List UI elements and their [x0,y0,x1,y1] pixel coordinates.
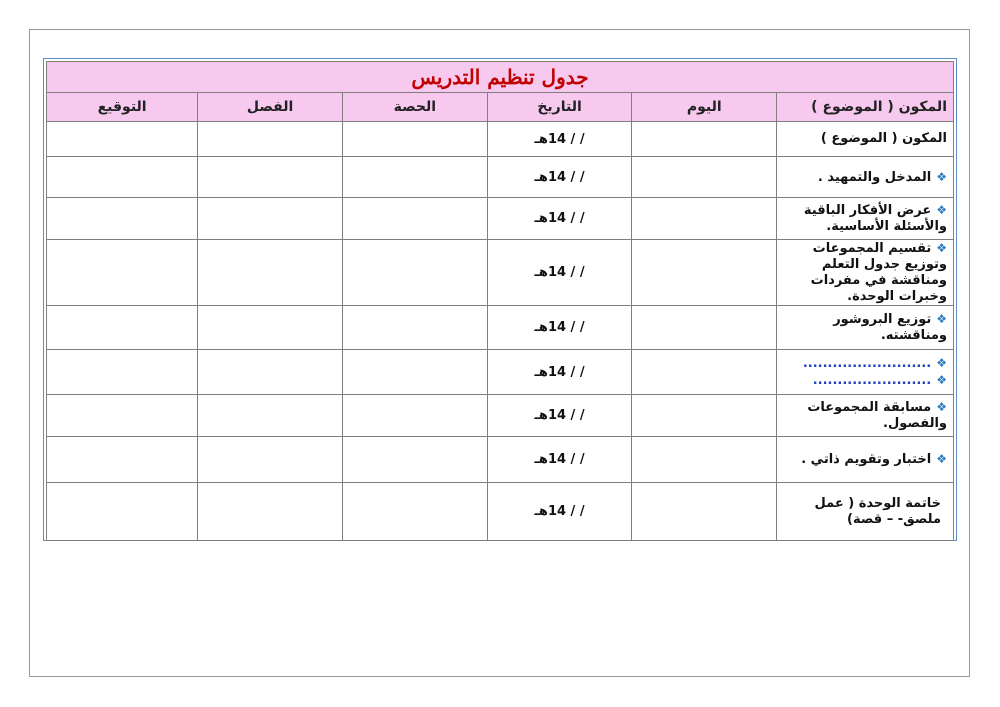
diamond-bullet-icon: ❖ [936,373,947,387]
date-cell: / / 14هـ [487,483,632,541]
signature-cell[interactable] [47,395,198,437]
period-cell[interactable] [342,198,487,240]
period-cell[interactable] [342,483,487,541]
date-cell: / / 14هـ [487,437,632,483]
day-cell[interactable] [632,122,777,157]
diamond-bullet-icon: ❖ [936,452,947,466]
date-cell: / / 14هـ [487,350,632,395]
header-period: الحصة [342,93,487,122]
topic-text: المدخل والتمهيد . [817,169,932,185]
date-cell: / / 14هـ [487,306,632,350]
blank-dots: .......................... [802,356,932,371]
period-cell[interactable] [342,122,487,157]
day-cell[interactable] [632,350,777,395]
topic-cell [777,350,954,395]
diamond-bullet-icon: ❖ [936,203,947,217]
diamond-bullet-icon: ❖ [936,400,947,414]
class-cell[interactable] [198,122,343,157]
signature-cell[interactable] [47,483,198,541]
topic-text: اختبار وتقويم ذاتي . [801,452,932,467]
signature-cell[interactable] [47,157,198,198]
title-row [47,62,954,93]
period-cell[interactable] [342,240,487,306]
class-cell[interactable] [198,437,343,483]
schedule-table-container [43,58,957,541]
class-cell[interactable] [198,350,343,395]
day-cell[interactable] [632,157,777,198]
header-component: المكون ( الموضوع ) [777,93,954,122]
topic-text: خاتمة الوحدة ( عمل ملصق- – قصة) [814,495,941,527]
day-cell[interactable] [632,437,777,483]
topic-cell [777,122,954,157]
diamond-bullet-icon: ❖ [936,169,947,184]
schedule-table [46,61,954,541]
table-title: جدول تنظيم التدريس [47,62,954,93]
header-row [47,93,954,122]
period-cell[interactable] [342,306,487,350]
period-cell[interactable] [342,437,487,483]
header-date: التاريخ [487,93,632,122]
topic-text: تقسيم المجموعات وتوزيع جدول التعلم ومناقشة في مفردات وخبرات الوحدة. [810,241,947,304]
table-row [47,122,954,157]
date-cell: / / 14هـ [487,395,632,437]
table-row [47,395,954,437]
table-row [47,240,954,306]
day-cell[interactable] [632,483,777,541]
diamond-bullet-icon: ❖ [936,312,947,326]
blank-dots: ........................ [812,373,932,388]
topic-text: مسابقة المجموعات والفصول. [807,400,947,431]
header-day: اليوم [632,93,777,122]
table-row [47,198,954,240]
table-row [47,157,954,198]
signature-cell[interactable] [47,350,198,395]
class-cell[interactable] [198,306,343,350]
topic-cell [777,240,954,306]
period-cell[interactable] [342,395,487,437]
table-row [47,350,954,395]
date-cell: / / 14هـ [487,198,632,240]
signature-cell[interactable] [47,240,198,306]
table-row [47,483,954,541]
topic-cell [777,198,954,240]
day-cell[interactable] [632,240,777,306]
header-class: الفصل [198,93,343,122]
date-cell: / / 14هـ [487,122,632,157]
topic-cell [777,306,954,350]
date-cell: / / 14هـ [487,240,632,306]
topic-cell [777,437,954,483]
topic-cell [777,157,954,198]
topic-text: توزيع البروشور ومناقشته. [833,312,947,343]
signature-cell[interactable] [47,198,198,240]
topic-text: المكون ( الموضوع ) [820,131,947,146]
class-cell[interactable] [198,157,343,198]
diamond-bullet-icon: ❖ [936,241,947,255]
header-signature: التوقيع [47,93,198,122]
day-cell[interactable] [632,306,777,350]
signature-cell[interactable] [47,122,198,157]
table-row [47,437,954,483]
topic-cell [777,395,954,437]
signature-cell[interactable] [47,306,198,350]
class-cell[interactable] [198,483,343,541]
class-cell[interactable] [198,198,343,240]
period-cell[interactable] [342,157,487,198]
date-cell: / / 14هـ [487,157,632,198]
signature-cell[interactable] [47,437,198,483]
table-row [47,306,954,350]
day-cell[interactable] [632,198,777,240]
day-cell[interactable] [632,395,777,437]
diamond-bullet-icon: ❖ [936,356,947,370]
class-cell[interactable] [198,240,343,306]
topic-text: عرض الأفكار الباقية والأسئلة الأساسية. [803,203,947,234]
topic-cell [777,483,954,541]
period-cell[interactable] [342,350,487,395]
class-cell[interactable] [198,395,343,437]
